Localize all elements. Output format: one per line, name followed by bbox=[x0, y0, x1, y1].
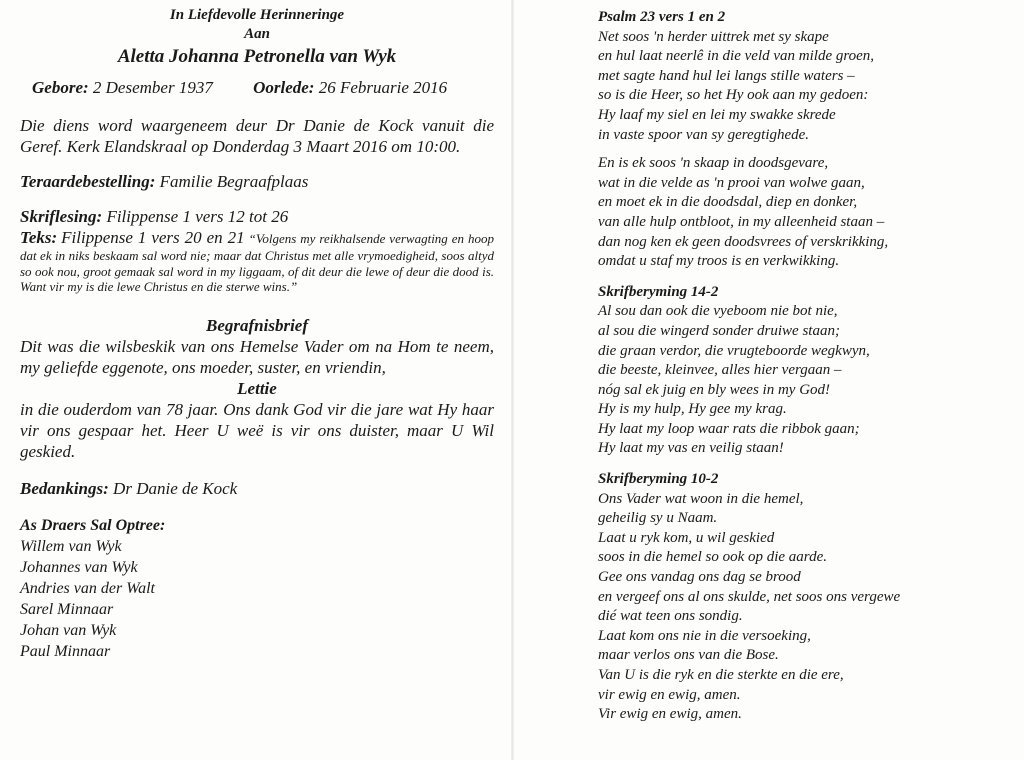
burial-label: Teraardebestelling: bbox=[20, 172, 156, 191]
verse-line: Hy is my hulp, Hy gee my krag. bbox=[598, 401, 787, 418]
bearer-name: Andries van der Walt bbox=[20, 579, 155, 597]
verse-line: die beeste, kleinvee, alles hier vergaan – bbox=[598, 362, 842, 379]
died-value: 26 Februarie 2016 bbox=[318, 78, 448, 97]
verse-line: die graan verdor, die vrugteboorde wegkwyn, bbox=[598, 342, 870, 359]
verse-line: wat in die velde as 'n prooi van wolwe gaan, bbox=[598, 174, 865, 191]
psalm-title: Psalm 23 vers 1 en 2 bbox=[598, 9, 726, 25]
header-dedication: In Liefdevolle Herinneringe bbox=[169, 7, 345, 23]
verse-line: en vergeef ons al ons skulde, net soos ons vergewe bbox=[598, 588, 901, 605]
bearer-name: Willem van Wyk bbox=[20, 537, 122, 555]
hymn-10-2-title: Skrifberyming 10-2 bbox=[598, 471, 719, 488]
reading-label: Skriflesing: bbox=[20, 207, 103, 226]
verse-line: Net soos 'n herder uittrek met sy skape bbox=[598, 28, 829, 45]
verse-line: Ons Vader wat woon in die hemel, bbox=[598, 490, 804, 507]
verse-line: so is die Heer, so het Hy ook aan my gedoen: bbox=[598, 87, 869, 104]
obituary-para1: Dit was die wilsbeskik van ons Hemelse Vader om na Hom te neem, my geliefde eggenote, ons moeder, suster, en vriendin, bbox=[20, 336, 494, 377]
verse-line: dan nog ken ek geen doodsvrees of verskrikking, bbox=[598, 233, 889, 250]
verse-line: Hy laaf my siel en lei my swakke skrede bbox=[598, 106, 836, 123]
burial-value: Familie Begraafplaas bbox=[159, 172, 309, 191]
verse-line: Laat kom ons nie in die versoeking, bbox=[598, 627, 811, 644]
bearer-name: Johannes van Wyk bbox=[20, 558, 138, 576]
verse-line: En is ek soos 'n skaap in doodsgevare, bbox=[598, 155, 829, 172]
deceased-name: Aletta Johanna Petronella van Wyk bbox=[117, 46, 397, 67]
verse-line: geheilig sy u Naam. bbox=[598, 510, 718, 527]
service-info: Die diens word waargeneem deur Dr Danie de Kock vanuit die Geref. Kerk Elandskraal op Donderdag 3 Maart 2016 om 10:00. bbox=[20, 116, 494, 156]
verse-line: in vaste spoor van sy geregtighede. bbox=[598, 126, 810, 143]
hymn-10-2-section bbox=[598, 470, 1006, 725]
bearers-list bbox=[20, 515, 494, 662]
reading-value: Filippense 1 vers 12 tot 26 bbox=[106, 207, 289, 226]
verse-line: en moet ek in die doodsdal, diep en donker, bbox=[598, 194, 858, 211]
text-quote: “Volgens my reikhalsende verwagting en hoop dat ek in niks beskaam sal word nie; maar dat Christus met alle vrymoedigheid, soos altyd so ook nou, groot gemaak sal word in my liggaam, of dit deur die lewe of deur die dood is. Want vir my is die lewe Christus en die sterwe wins.” bbox=[20, 231, 495, 294]
thanks-label: Bedankings: bbox=[20, 478, 109, 498]
thanks-row bbox=[20, 478, 494, 499]
verse-line: maar verlos ons van die Bose. bbox=[598, 647, 779, 664]
psalm-stanza-2 bbox=[598, 154, 1006, 272]
died-label: Oorlede: bbox=[253, 78, 315, 97]
verse-line: Al sou dan ook die vyeboom nie bot nie, bbox=[598, 303, 838, 320]
psalm-section bbox=[598, 8, 1006, 272]
reading-row bbox=[20, 206, 494, 227]
bearer-name: Johan van Wyk bbox=[20, 621, 117, 639]
verse-line: Vir ewig en ewig, amen. bbox=[598, 706, 742, 723]
verse-line: nóg sal ek juig en bly wees in my God! bbox=[598, 381, 831, 398]
burial-row bbox=[20, 171, 494, 192]
verse-line: Hy laat my loop waar rats die ribbok gaan; bbox=[598, 420, 860, 437]
right-page bbox=[512, 0, 1024, 760]
verse-line: al sou die wingerd sonder druiwe staan; bbox=[598, 322, 840, 339]
verse-line: Gee ons vandag ons dag se brood bbox=[598, 569, 801, 586]
thanks-value: Dr Danie de Kock bbox=[113, 478, 238, 498]
dates-row bbox=[20, 77, 494, 99]
verse-line: Van U is die ryk en die sterkte en die ere, bbox=[598, 667, 844, 683]
verse-line: met sagte hand hul lei langs stille waters – bbox=[598, 67, 855, 84]
text-label: Teks: bbox=[20, 228, 58, 247]
verse-line: vir ewig en ewig, amen. bbox=[598, 686, 741, 703]
verse-line: Hy laat my vas en veilig staan! bbox=[598, 440, 784, 457]
obituary-title: Begrafnisbrief bbox=[206, 315, 308, 335]
sermon-text bbox=[20, 227, 494, 295]
bearers-title: As Draers Sal Optree: bbox=[20, 516, 166, 534]
obituary-nickname: Lettie bbox=[237, 378, 277, 398]
verse-line: en hul laat neerlê in die veld van milde groen, bbox=[598, 48, 875, 65]
text-ref: Filippense 1 vers 20 en 21 bbox=[61, 228, 245, 247]
verse-line: omdat u staf my troos is en verkwikking. bbox=[598, 253, 840, 270]
bearer-name: Paul Minnaar bbox=[20, 642, 111, 660]
verse-line: van alle hulp ontbloot, in my alleenheid staan – bbox=[598, 213, 885, 230]
verse-line: dié wat teen ons sondig. bbox=[598, 608, 743, 625]
header-aan: Aan bbox=[244, 26, 270, 42]
verse-line: Laat u ryk kom, u wil geskied bbox=[598, 529, 775, 546]
bearer-name: Sarel Minnaar bbox=[20, 600, 114, 618]
born-label: Gebore: bbox=[32, 78, 89, 97]
born-value: 2 Desember 1937 bbox=[92, 78, 213, 97]
hymn-14-2-section bbox=[598, 283, 1006, 459]
obituary-para2: in die ouderdom van 78 jaar. Ons dank God vir die jare wat Hy haar vir ons gespaar het. Heer U weë is vir ons duister, maar U Wil geskied. bbox=[20, 399, 494, 461]
verse-line: soos in die hemel so ook op die aarde. bbox=[598, 549, 827, 566]
hymn-14-2-title: Skrifberyming 14-2 bbox=[598, 283, 719, 300]
